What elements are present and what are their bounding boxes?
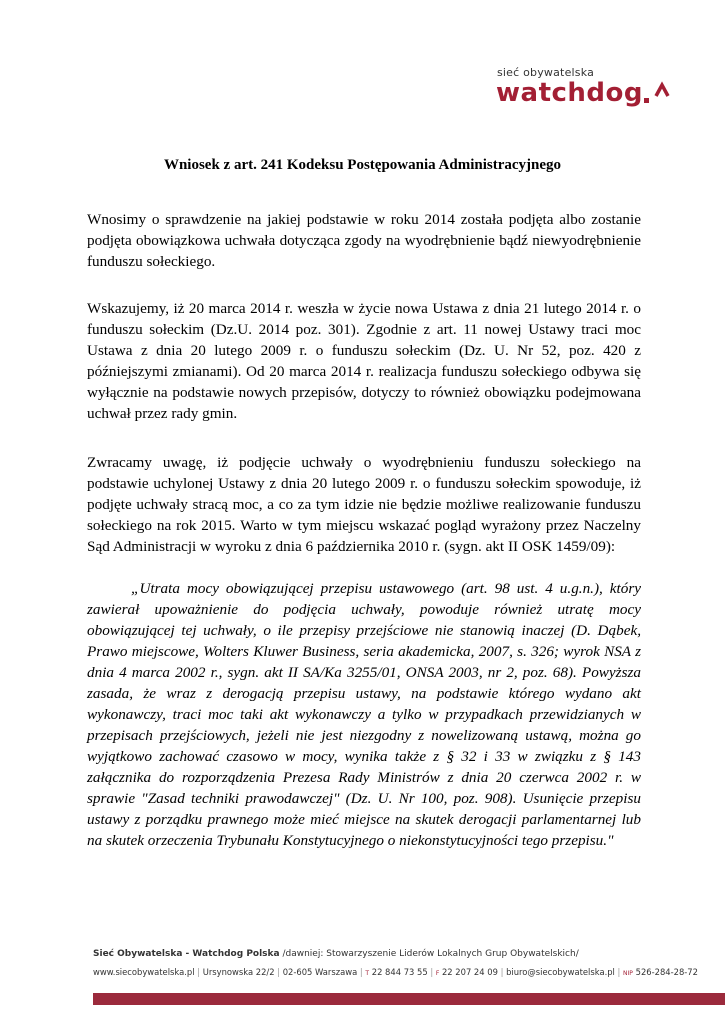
footer-nip: 526-284-28-72 (635, 967, 698, 977)
watchdog-logo (496, 66, 676, 116)
footer-contact: www.siecobywatelska.pl | Ursynowska 22/2 | 02-605 Warszawa | T 22 844 73 55 | F 22 207 24 09 | biuro@siecobywatelska.pl | NIP 526-284-28-72 (93, 967, 698, 977)
document-title: Wniosek z art. 241 Kodeksu Postępowania Administracyjnego (163, 157, 562, 173)
logo-tagline: sieć obywatelska (497, 66, 595, 79)
footer-nip-label: NIP (623, 970, 633, 977)
footer-organization (93, 949, 579, 959)
footer-org-name: Sieć Obywatelska - Watchdog Polska (93, 949, 280, 959)
footer-fax-label: F (435, 970, 440, 977)
footer-bar (93, 993, 725, 1005)
footer-city: 02-605 Warszawa (282, 967, 358, 977)
court-quote: „Utrata mocy obowiązującej przepisu ustawowego (art. 98 ust. 4 u.g.n.), który zawierał upoważnienie do podjęcia uchwały, powoduje również utratę mocy obowiązującej tej uchwały, o ile przepisy przejściowe nie stanowią inaczej (D. Dąbek, Prawo miejscowe, Wolters Kluwer Business, seria akademicka, 2007, s. 326; wyrok NSA z dnia 4 marca 2002 r., sygn. akt II SA/Ka 3255/01, ONSA 2003, nr 2, poz. 68). Powyższa zasada, że wraz z derogacją przepisu ustawy, na podstawie którego wydano akt wykonawczy, traci moc taki akt wykonawczy a tylko w przypadkach przewidzianych w przepisach przejściowych, jeżeli nie jest niezgodny z nowelizowaną ustawą, można go wyjątkowo zachować czasowo w mocy, wynika także z § 32 i 33 w związku z § 143 załącznika do rozporządzenia Prezesa Rady Ministrów z dnia 20 czerwca 2002 r. w sprawie "Zasad techniki prawodawczej" (Dz. U. Nr 100, poz. 908). Usunięcie przepisu ustawy z porządku prawnego może mieć miejsce na skutek derogacji parlamentarnej lub na skutek orzeczenia Trybunału Konstytucyjnego o niekonstytucyjności tego przepisu." (87, 580, 641, 849)
logo-caret-icon (642, 76, 672, 110)
footer-org-former: /dawniej: Stowarzyszenie Liderów Lokalnych Grup Obywatelskich/ (279, 949, 579, 959)
paragraph-remark: Zwracamy uwagę, iż podjęcie uchwały o wyodrębnieniu funduszu sołeckiego na podstawie uchylonej Ustawy z dnia 20 lutego 2009 r. o funduszu sołeckim spowoduje, iż podjęte uchwały stracą moc, a co za tym idzie nie będzie możliwe realizowanie funduszu sołeckiego na rok 2015. Warto w tym miejscu wskazać pogląd wyrażony przez Naczelny Sąd Administracji w wyroku z dnia 6 października 2010 r. (sygn. akt II OSK 1459/09): (87, 454, 641, 555)
paragraph-legal-basis: Wskazujemy, iż 20 marca 2014 r. weszła w życie nowa Ustawa z dnia 21 lutego 2014 r. o funduszu sołeckim (Dz.U. 2014 poz. 301). Zgodnie z art. 11 nowej Ustawy traci moc Ustawa z dnia 20 lutego 2009 r. o funduszu sołeckim (Dz. U. Nr 52, poz. 420 z późniejszymi zmianami). Od 20 marca 2014 r. realizacja funduszu sołeckiego odbywa się wyłącznie na podstawie nowych przepisów, dotyczy to również obowiązku podejmowana uchwał przez rady gmin. (87, 300, 641, 422)
footer-address: Ursynowska 22/2 (202, 967, 275, 977)
footer-tel: 22 844 73 55 (371, 967, 428, 977)
logo-wordmark: watchdog (496, 78, 643, 108)
footer-fax: 22 207 24 09 (441, 967, 498, 977)
footer-website[interactable]: www.siecobywatelska.pl (93, 967, 195, 977)
footer-email[interactable]: biuro@siecobywatelska.pl (506, 967, 615, 977)
footer-tel-label: T (365, 970, 370, 977)
paragraph-request: Wnosimy o sprawdzenie na jakiej podstawie w roku 2014 została podjęta albo zostanie podjęta obowiązkowa uchwała dotycząca zgody na wyodrębnienie bądź niewyodrębnienie funduszu sołeckiego. (87, 211, 641, 270)
